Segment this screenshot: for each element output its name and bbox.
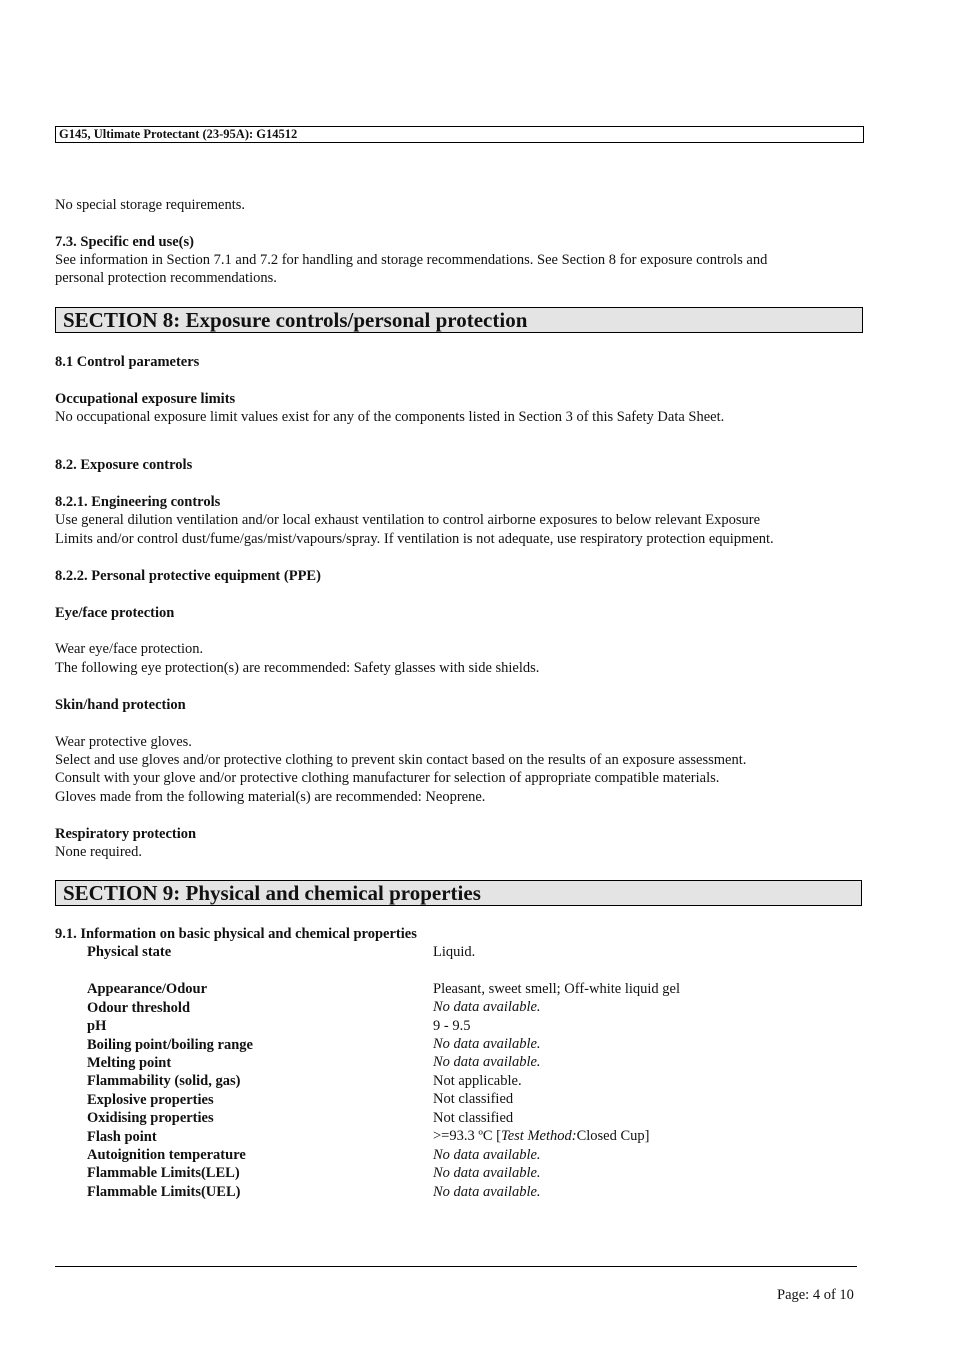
eye-protection-line1: Wear eye/face protection.: [55, 641, 204, 657]
engineering-controls-heading: 8.2.1. Engineering controls: [55, 494, 221, 510]
respiratory-protection-heading: Respiratory protection: [55, 826, 197, 842]
property-label: Flammable Limits(LEL): [87, 1165, 240, 1181]
exposure-controls-heading: 8.2. Exposure controls: [55, 457, 193, 473]
property-value: Liquid.: [433, 944, 476, 960]
skin-protection-line4: Gloves made from the following material(s) are recommended: Neoprene.: [55, 789, 486, 805]
section-7-3-line1: See information in Section 7.1 and 7.2 for handling and storage recommendations. See Section 8 for exposure controls and: [55, 252, 768, 268]
property-label: Appearance/Odour: [87, 981, 208, 997]
property-value: No data available.: [433, 1165, 541, 1181]
engineering-controls-line2: Limits and/or control dust/fume/gas/mist/vapours/spray. If ventilation is not adequate, use respiratory protection equipment.: [55, 531, 774, 547]
section-8-title: SECTION 8: Exposure controls/personal protection: [55, 307, 863, 333]
property-label: Oxidising properties: [87, 1110, 214, 1126]
control-parameters-heading: 8.1 Control parameters: [55, 354, 200, 370]
property-label: Boiling point/boiling range: [87, 1037, 253, 1053]
property-value: Not classified: [433, 1091, 514, 1107]
flash-point-value: [433, 1128, 649, 1145]
page-number: Page: 4 of 10: [777, 1287, 854, 1303]
property-label: Flammability (solid, gas): [87, 1073, 241, 1089]
property-value: Not applicable.: [433, 1073, 522, 1089]
property-value: No data available.: [433, 1036, 541, 1052]
property-label: Odour threshold: [87, 1000, 191, 1016]
skin-protection-line3: Consult with your glove and/or protective clothing manufacturer for selection of appropriate compatible materials.: [55, 770, 720, 786]
footer-divider: [55, 1266, 857, 1267]
oel-heading: Occupational exposure limits: [55, 391, 236, 407]
skin-protection-line2: Select and use gloves and/or protective clothing to prevent skin contact based on the results of an exposure assessment.: [55, 752, 747, 768]
storage-text: No special storage requirements.: [55, 197, 246, 213]
flash-point-value-post: Closed Cup]: [576, 1128, 650, 1144]
property-label: Melting point: [87, 1055, 172, 1071]
property-label: Explosive properties: [87, 1092, 214, 1108]
property-value: No data available.: [433, 1184, 541, 1200]
property-label: Flammable Limits(UEL): [87, 1184, 241, 1200]
engineering-controls-line1: Use general dilution ventilation and/or local exhaust ventilation to control airborne exposures to below relevant Exposure: [55, 512, 761, 528]
ppe-heading: 8.2.2. Personal protective equipment (PPE): [55, 568, 321, 584]
section-9-title: SECTION 9: Physical and chemical properties: [55, 880, 862, 906]
flash-point-value-pre: >=93.3 ºC [: [433, 1128, 501, 1144]
property-value: No data available.: [433, 1147, 541, 1163]
skin-protection-heading: Skin/hand protection: [55, 697, 186, 713]
basic-properties-heading: 9.1. Information on basic physical and chemical properties: [55, 926, 417, 942]
section-7-3-heading: 7.3. Specific end use(s): [55, 234, 194, 250]
eye-protection-heading: Eye/face protection: [55, 605, 175, 621]
property-label: Physical state: [87, 944, 172, 960]
property-value: Not classified: [433, 1110, 514, 1126]
property-label: Autoignition temperature: [87, 1147, 246, 1163]
respiratory-protection-text: None required.: [55, 844, 142, 860]
property-value: 9 - 9.5: [433, 1018, 471, 1034]
document-header-product: G145, Ultimate Protectant (23-95A): G14512: [55, 126, 864, 143]
property-label: Flash point: [87, 1129, 157, 1145]
property-value: No data available.: [433, 999, 541, 1015]
property-value: Pleasant, sweet smell; Off-white liquid gel: [433, 981, 680, 997]
flash-point-test-method: Test Method:: [500, 1128, 577, 1144]
oel-text: No occupational exposure limit values exist for any of the components listed in Section 3 of this Safety Data Sheet.: [55, 409, 725, 425]
eye-protection-line2: The following eye protection(s) are recommended: Safety glasses with side shields.: [55, 660, 540, 676]
property-label: pH: [87, 1018, 107, 1034]
section-7-3-line2: personal protection recommendations.: [55, 270, 277, 286]
skin-protection-line1: Wear protective gloves.: [55, 734, 192, 750]
property-value: No data available.: [433, 1054, 541, 1070]
